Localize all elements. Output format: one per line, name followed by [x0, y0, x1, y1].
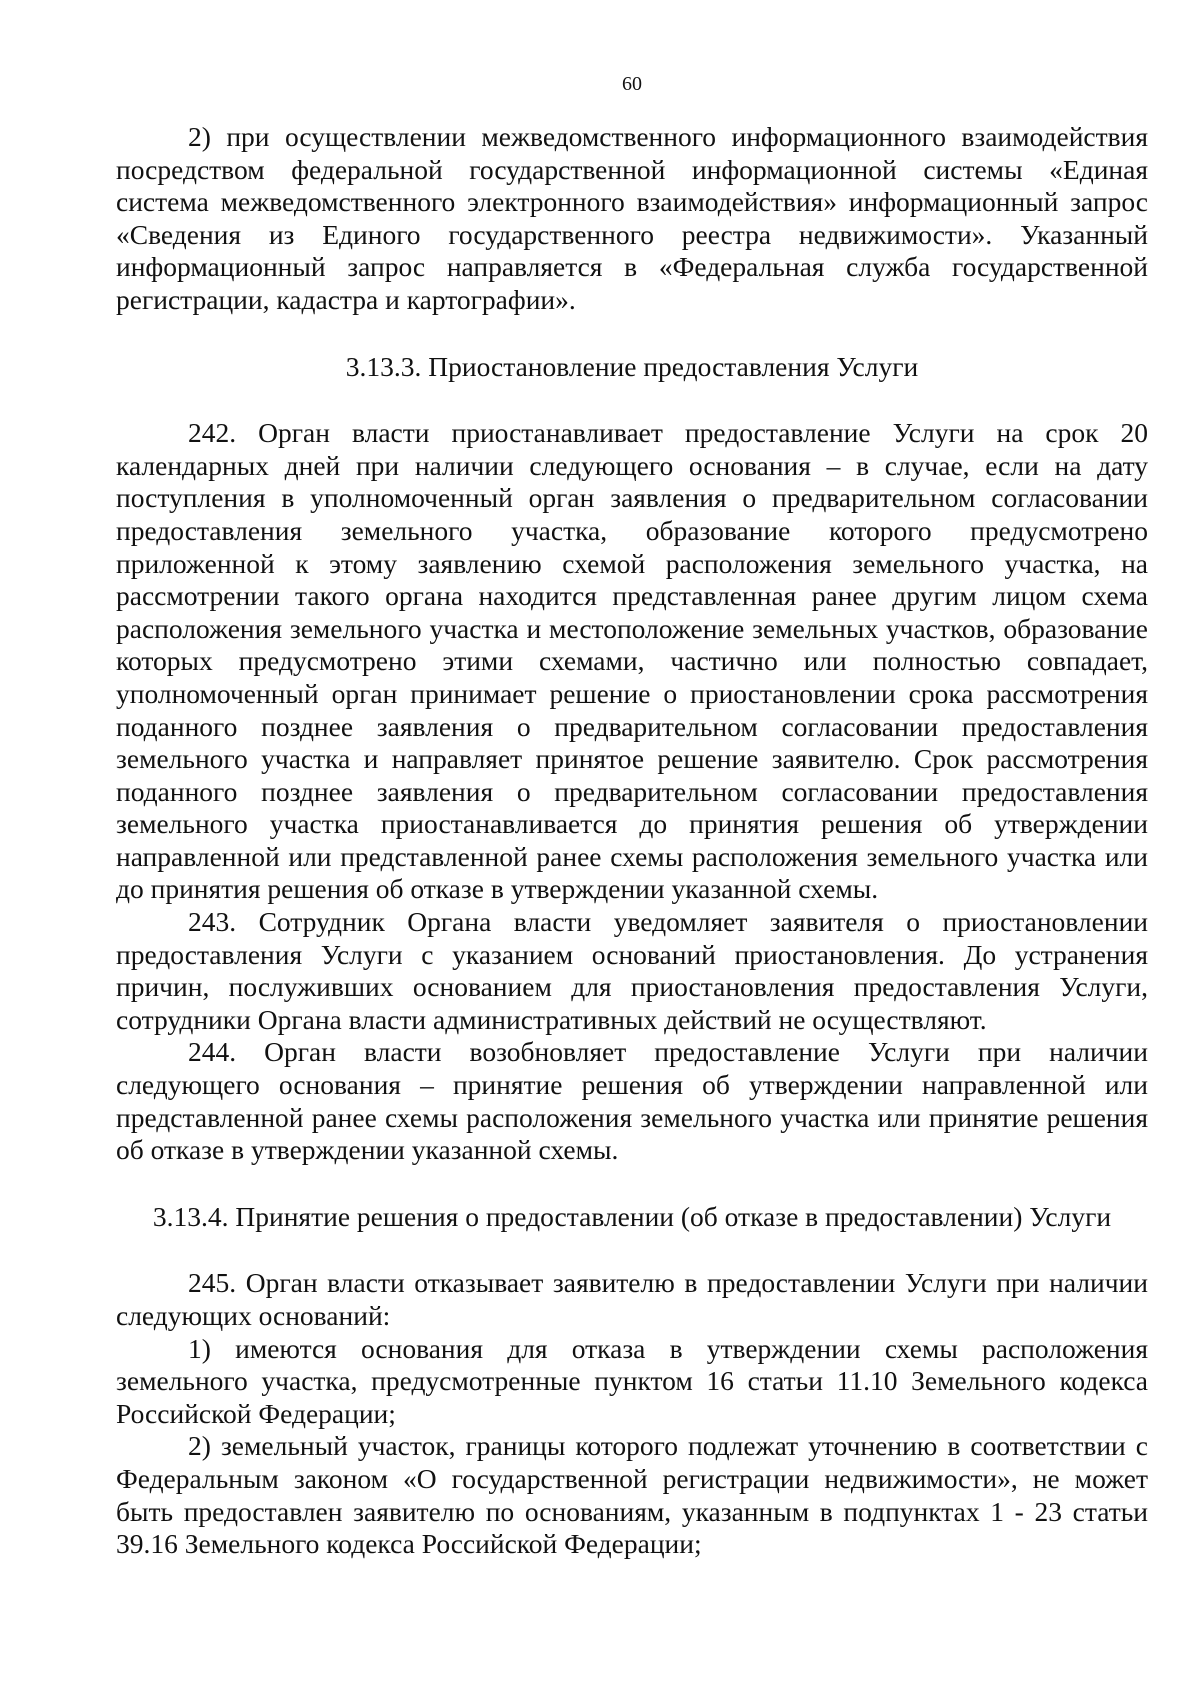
- paragraph-244: 244. Орган власти возобновляет предоставление Услуги при наличии следующего основания – принятие решения об утверждении направленной или представленной ранее схемы расположения земельного участка или принятие решения об отказе в утверждении указанной схемы.: [116, 1036, 1148, 1166]
- paragraph-242: 242. Орган власти приостанавливает предоставление Услуги на срок 20 календарных дней при наличии следующего основания – в случае, если на дату поступления в уполномоченный орган заявления о предварительном согласовании предоставления земельного участка, образование которого предусмотрено приложенной к этому заявлению схемой расположения земельного участка, на рассмотрении такого органа находится представленная ранее другим лицом схема расположения земельного участка и местоположение земельных участков, образование которых предусмотрено этими схемами, частично или полностью совпадает, уполномоченный орган принимает решение о приостановлении срока рассмотрения поданного позднее заявления о предварительном согласовании предоставления земельного участка и направляет принятое решение заявителю. Срок рассмотрения поданного позднее заявления о предварительном согласовании предоставления земельного участка приостанавливается до принятия решения об утверждении направленной или представленной ранее схемы расположения земельного участка или до принятия решения об отказе в утверждении указанной схемы.: [116, 417, 1148, 905]
- paragraph-245-item-2: 2) земельный участок, границы которого подлежат уточнению в соответствии с Федеральным законом «О государственной регистрации недвижимости», не может быть предоставлен заявителю по основаниям, указанным в подпунктах 1 - 23 статьи 39.16 Земельного кодекса Российской Федерации;: [116, 1430, 1148, 1560]
- paragraph-245-item-1: 1) имеются основания для отказа в утверждении схемы расположения земельного участка, предусмотренные пунктом 16 статьи 11.10 Земельного кодекса Российской Федерации;: [116, 1332, 1148, 1429]
- paragraph-243: 243. Сотрудник Органа власти уведомляет заявителя о приостановлении предоставления Услуги с указанием оснований приостановления. До устранения причин, послуживших основанием для приостановления предоставления Услуги, сотрудники Органа власти административных действий не осуществляют.: [116, 906, 1148, 1035]
- section-heading-3-13-4: 3.13.4. Принятие решения о предоставлении (об отказе в предоставлении) Услуги: [152, 1200, 1112, 1232]
- paragraph-245: 245. Орган власти отказывает заявителю в предоставлении Услуги при наличии следующих оснований:: [116, 1267, 1148, 1331]
- document-body: [116, 121, 1148, 1561]
- page-number: 60: [622, 73, 642, 95]
- paragraph-intro-item-2: 2) при осуществлении межведомственного информационного взаимодействия посредством федеральной государственной информационной системы «Единая система межведомственного электронного взаимодействия» информационный запрос «Сведения из Единого государственного реестра недвижимости». Указанный информационный запрос направляется в «Федеральная служба государственной регистрации, кадастра и картографии».: [116, 121, 1148, 315]
- section-heading-3-13-3: 3.13.3. Приостановление предоставления Услуги: [345, 350, 919, 382]
